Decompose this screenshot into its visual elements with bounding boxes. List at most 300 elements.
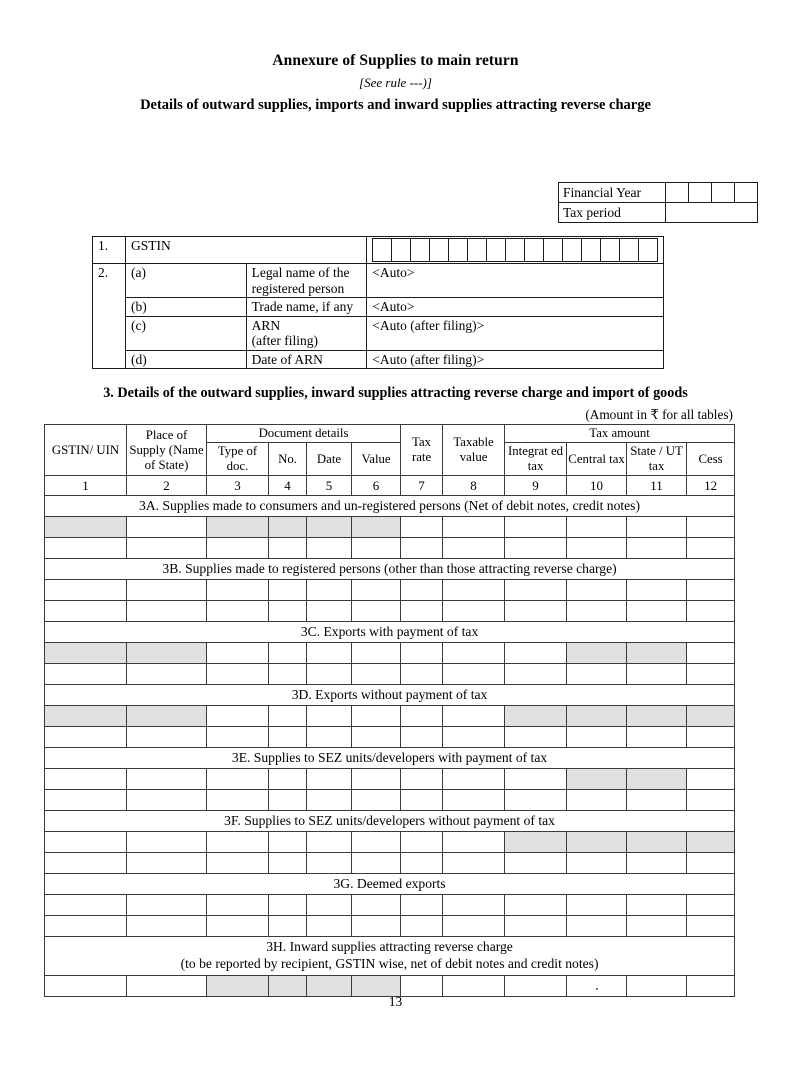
cell-3a-r2-c1[interactable] bbox=[45, 538, 127, 559]
cell-3f-r1-c6[interactable] bbox=[352, 832, 401, 853]
cell-3e-r1-c7[interactable] bbox=[401, 769, 443, 790]
col-header-doc-no: No. bbox=[269, 443, 307, 476]
gstin-box-12[interactable] bbox=[581, 239, 600, 262]
cell-3b-r1-c5[interactable] bbox=[307, 580, 352, 601]
financial-year-row bbox=[559, 183, 758, 203]
cell-3g-r2-c2[interactable] bbox=[127, 916, 207, 937]
cell-3c-r1-c5[interactable] bbox=[307, 643, 352, 664]
cell-3g-r1-c5[interactable] bbox=[307, 895, 352, 916]
cell-3d-r2-c1[interactable] bbox=[45, 727, 127, 748]
cell-3b-r2-c12[interactable] bbox=[687, 601, 735, 622]
cell-3e-r1-c5[interactable] bbox=[307, 769, 352, 790]
cell-3g-r1-c10[interactable] bbox=[567, 895, 627, 916]
identity-alpha-a: (a) bbox=[125, 264, 246, 298]
cell-3a-r1-c6 bbox=[352, 517, 401, 538]
identity-alpha-b: (b) bbox=[125, 298, 246, 317]
cell-3c-r2-c8[interactable] bbox=[443, 664, 505, 685]
table-row bbox=[45, 538, 735, 559]
identity-value-trade-name: <Auto> bbox=[367, 298, 664, 317]
cell-3d-r2-c7[interactable] bbox=[401, 727, 443, 748]
cell-3f-r1-c7[interactable] bbox=[401, 832, 443, 853]
col-header-gstin-uin: GSTIN/ UIN bbox=[45, 425, 127, 476]
cell-3g-r2-c3[interactable] bbox=[207, 916, 269, 937]
cell-3f-r1-c11 bbox=[627, 832, 687, 853]
identity-alpha-c: (c) bbox=[125, 316, 246, 350]
gstin-box-11[interactable] bbox=[562, 239, 581, 262]
cell-3g-r2-c1[interactable] bbox=[45, 916, 127, 937]
cell-3c-r2-c5[interactable] bbox=[307, 664, 352, 685]
column-number-5: 5 bbox=[307, 476, 352, 496]
cell-3g-r2-c4[interactable] bbox=[269, 916, 307, 937]
cell-3e-r2-c10[interactable] bbox=[567, 790, 627, 811]
gstin-boxes-host bbox=[367, 237, 664, 264]
cell-3b-r2-c1[interactable] bbox=[45, 601, 127, 622]
cell-3d-r1-c7[interactable] bbox=[401, 706, 443, 727]
cell-3b-r2-c10[interactable] bbox=[567, 601, 627, 622]
identity-row-date-of-arn bbox=[93, 350, 664, 369]
cell-3d-r1-c10 bbox=[567, 706, 627, 727]
cell-3c-r1-c10 bbox=[567, 643, 627, 664]
section-label-3h bbox=[45, 937, 735, 976]
cell-3d-r2-c9[interactable] bbox=[505, 727, 567, 748]
cell-3d-r2-c8[interactable] bbox=[443, 727, 505, 748]
cell-3c-r1-c6[interactable] bbox=[352, 643, 401, 664]
cell-3b-r1-c2[interactable] bbox=[127, 580, 207, 601]
cell-3c-r2-c6[interactable] bbox=[352, 664, 401, 685]
gstin-box-4[interactable] bbox=[430, 239, 449, 262]
cell-3b-r1-c6[interactable] bbox=[352, 580, 401, 601]
cell-3b-r1-c9[interactable] bbox=[505, 580, 567, 601]
cell-3a-r2-c6[interactable] bbox=[352, 538, 401, 559]
cell-3d-r2-c6[interactable] bbox=[352, 727, 401, 748]
identity-row-number-1: 1. bbox=[93, 237, 126, 264]
column-number-11: 11 bbox=[627, 476, 687, 496]
cell-3a-r1-c3 bbox=[207, 517, 269, 538]
section-label-3e bbox=[45, 748, 735, 769]
cell-3g-r1-c3[interactable] bbox=[207, 895, 269, 916]
cell-3a-r1-c12[interactable] bbox=[687, 517, 735, 538]
cell-3e-r2-c6[interactable] bbox=[352, 790, 401, 811]
cell-3b-r2-c9[interactable] bbox=[505, 601, 567, 622]
cell-3c-r2-c1[interactable] bbox=[45, 664, 127, 685]
cell-3f-r2-c7[interactable] bbox=[401, 853, 443, 874]
cell-3f-r2-c6[interactable] bbox=[352, 853, 401, 874]
cell-3f-r2-c12[interactable] bbox=[687, 853, 735, 874]
financial-year-cell-1[interactable] bbox=[666, 183, 689, 203]
cell-3d-r1-c9 bbox=[505, 706, 567, 727]
cell-3f-r1-c5[interactable] bbox=[307, 832, 352, 853]
cell-3c-r2-c11[interactable] bbox=[627, 664, 687, 685]
cell-3d-r1-c11 bbox=[627, 706, 687, 727]
cell-3d-r1-c2 bbox=[127, 706, 207, 727]
cell-3d-r1-c1 bbox=[45, 706, 127, 727]
cell-3a-r2-c10[interactable] bbox=[567, 538, 627, 559]
cell-3g-r1-c8[interactable] bbox=[443, 895, 505, 916]
period-table bbox=[558, 182, 758, 223]
cell-3f-r2-c10[interactable] bbox=[567, 853, 627, 874]
identity-label-gstin: GSTIN bbox=[125, 237, 366, 264]
section-label-line1: 3G. Deemed exports bbox=[333, 875, 446, 891]
cell-3e-r2-c1[interactable] bbox=[45, 790, 127, 811]
cell-3a-r2-c9[interactable] bbox=[505, 538, 567, 559]
cell-3b-r1-c12[interactable] bbox=[687, 580, 735, 601]
identity-value-date-of-arn: <Auto (after filing)> bbox=[367, 350, 664, 369]
cell-3b-r2-c6[interactable] bbox=[352, 601, 401, 622]
cell-3b-r1-c11[interactable] bbox=[627, 580, 687, 601]
col-header-place-of-supply: Place of Supply (Name of State) bbox=[127, 425, 207, 476]
cell-3c-r1-c3[interactable] bbox=[207, 643, 269, 664]
section-label-line1: 3C. Exports with payment of tax bbox=[300, 623, 479, 639]
section-label-row-3f bbox=[45, 811, 735, 832]
column-number-2: 2 bbox=[127, 476, 207, 496]
column-number-3: 3 bbox=[207, 476, 269, 496]
gstin-box-13[interactable] bbox=[600, 239, 619, 262]
table-row bbox=[45, 832, 735, 853]
cell-3g-r1-c6[interactable] bbox=[352, 895, 401, 916]
cell-3f-r2-c5[interactable] bbox=[307, 853, 352, 874]
cell-3a-r1-c11[interactable] bbox=[627, 517, 687, 538]
gstin-box-row bbox=[373, 239, 658, 262]
cell-3f-r2-c4[interactable] bbox=[269, 853, 307, 874]
header-row-top bbox=[45, 425, 735, 443]
cell-3g-r1-c9[interactable] bbox=[505, 895, 567, 916]
col-header-doc-value: Value bbox=[352, 443, 401, 476]
cell-3b-r2-c3[interactable] bbox=[207, 601, 269, 622]
gstin-box-15[interactable] bbox=[638, 239, 657, 262]
page-subtitle: Details of outward supplies, imports and inward supplies attracting reverse charge bbox=[140, 97, 651, 113]
cell-3g-r2-c6[interactable] bbox=[352, 916, 401, 937]
cell-3d-r2-c12[interactable] bbox=[687, 727, 735, 748]
cell-3e-r2-c8[interactable] bbox=[443, 790, 505, 811]
cell-3g-r1-c7[interactable] bbox=[401, 895, 443, 916]
identity-alpha-d: (d) bbox=[125, 350, 246, 369]
identity-block bbox=[92, 236, 664, 369]
cell-3b-r2-c2[interactable] bbox=[127, 601, 207, 622]
cell-3g-r2-c12[interactable] bbox=[687, 916, 735, 937]
table-row bbox=[45, 895, 735, 916]
cell-3c-r1-c4[interactable] bbox=[269, 643, 307, 664]
cell-3c-r1-c11 bbox=[627, 643, 687, 664]
cell-3e-r1-c11 bbox=[627, 769, 687, 790]
section-label-3b bbox=[45, 559, 735, 580]
section-label-line1: 3H. Inward supplies attracting reverse charge bbox=[266, 939, 513, 954]
identity-table bbox=[92, 236, 664, 369]
cell-3d-r1-c3[interactable] bbox=[207, 706, 269, 727]
cell-3d-r1-c12 bbox=[687, 706, 735, 727]
column-number-9: 9 bbox=[505, 476, 567, 496]
col-header-tax-rate: Tax rate bbox=[401, 425, 443, 476]
cell-3a-r1-c10[interactable] bbox=[567, 517, 627, 538]
cell-3a-r2-c11[interactable] bbox=[627, 538, 687, 559]
cell-3f-r1-c3[interactable] bbox=[207, 832, 269, 853]
financial-year-cell-4[interactable] bbox=[735, 183, 758, 203]
cell-3e-r2-c9[interactable] bbox=[505, 790, 567, 811]
cell-3a-r1-c7[interactable] bbox=[401, 517, 443, 538]
section-label-3c bbox=[45, 622, 735, 643]
cell-3e-r2-c4[interactable] bbox=[269, 790, 307, 811]
column-number-8: 8 bbox=[443, 476, 505, 496]
table-row bbox=[45, 790, 735, 811]
cell-3g-r1-c11[interactable] bbox=[627, 895, 687, 916]
cell-3d-r2-c10[interactable] bbox=[567, 727, 627, 748]
cell-3c-r1-c1 bbox=[45, 643, 127, 664]
section-label-row-3e bbox=[45, 748, 735, 769]
rule-reference: [See rule ---)] bbox=[359, 75, 432, 90]
supplies-table-body bbox=[45, 476, 735, 997]
section-label-3g bbox=[45, 874, 735, 895]
cell-3e-r2-c2[interactable] bbox=[127, 790, 207, 811]
column-number-row bbox=[45, 476, 735, 496]
gstin-box-1[interactable] bbox=[373, 239, 392, 262]
gstin-box-3[interactable] bbox=[411, 239, 430, 262]
section-label-row-3b bbox=[45, 559, 735, 580]
cell-3a-r2-c8[interactable] bbox=[443, 538, 505, 559]
col-header-type-of-doc: Type of doc. bbox=[207, 443, 269, 476]
identity-value-legal-name: <Auto> bbox=[367, 264, 664, 298]
cell-3g-r1-c1[interactable] bbox=[45, 895, 127, 916]
cell-3a-r1-c5 bbox=[307, 517, 352, 538]
cell-3e-r2-c12[interactable] bbox=[687, 790, 735, 811]
cell-3b-r1-c1[interactable] bbox=[45, 580, 127, 601]
section-label-row-3a bbox=[45, 496, 735, 517]
identity-row-number-2: 2. bbox=[93, 264, 126, 369]
col-header-integrated-tax: Integrat ed tax bbox=[505, 443, 567, 476]
cell-3g-r1-c12[interactable] bbox=[687, 895, 735, 916]
cell-3d-r1-c6[interactable] bbox=[352, 706, 401, 727]
gstin-box-6[interactable] bbox=[468, 239, 487, 262]
section-label-3d bbox=[45, 685, 735, 706]
section3-heading: 3. Details of the outward supplies, inward supplies attracting reverse charge and import of goods bbox=[103, 385, 688, 401]
column-number-4: 4 bbox=[269, 476, 307, 496]
gstin-box-7[interactable] bbox=[487, 239, 506, 262]
cell-3e-r1-c6[interactable] bbox=[352, 769, 401, 790]
cell-3b-r1-c10[interactable] bbox=[567, 580, 627, 601]
cell-3d-r1-c8[interactable] bbox=[443, 706, 505, 727]
cell-3b-r1-c8[interactable] bbox=[443, 580, 505, 601]
section-label-line1: 3F. Supplies to SEZ units/developers without payment of tax bbox=[224, 812, 555, 828]
cell-3g-r2-c10[interactable] bbox=[567, 916, 627, 937]
cell-3a-r1-c4 bbox=[269, 517, 307, 538]
cell-3g-r2-c11[interactable] bbox=[627, 916, 687, 937]
table-row bbox=[45, 664, 735, 685]
table-row bbox=[45, 853, 735, 874]
financial-year-cell-2[interactable] bbox=[689, 183, 712, 203]
cell-3e-r1-c3[interactable] bbox=[207, 769, 269, 790]
cell-3g-r2-c9[interactable] bbox=[505, 916, 567, 937]
col-header-document-details: Document details bbox=[207, 425, 401, 443]
page-number: 13 bbox=[388, 994, 403, 1009]
identity-label-arn-line1: ARN bbox=[251, 317, 281, 333]
cell-3e-r1-c8[interactable] bbox=[443, 769, 505, 790]
supplies-table bbox=[44, 424, 735, 997]
cell-3e-r1-c12[interactable] bbox=[687, 769, 735, 790]
cell-3f-r1-c2[interactable] bbox=[127, 832, 207, 853]
cell-3f-r1-c9 bbox=[505, 832, 567, 853]
document-page bbox=[0, 52, 791, 1076]
cell-3b-r2-c7[interactable] bbox=[401, 601, 443, 622]
table-row bbox=[45, 706, 735, 727]
page-title: Annexure of Supplies to main return bbox=[272, 52, 519, 69]
cell-3f-r1-c8[interactable] bbox=[443, 832, 505, 853]
identity-label-arn bbox=[246, 316, 367, 350]
gstin-box-10[interactable] bbox=[544, 239, 563, 262]
cell-3f-r1-c12 bbox=[687, 832, 735, 853]
cell-3c-r1-c12[interactable] bbox=[687, 643, 735, 664]
column-number-7: 7 bbox=[401, 476, 443, 496]
cell-3c-r2-c9[interactable] bbox=[505, 664, 567, 685]
identity-label-trade-name: Trade name, if any bbox=[246, 298, 367, 317]
cell-3e-r2-c7[interactable] bbox=[401, 790, 443, 811]
cell-3b-r1-c4[interactable] bbox=[269, 580, 307, 601]
identity-row-legal-name bbox=[93, 264, 664, 298]
column-number-10: 10 bbox=[567, 476, 627, 496]
cell-3c-r1-c7[interactable] bbox=[401, 643, 443, 664]
cell-3a-r1-c8[interactable] bbox=[443, 517, 505, 538]
cell-3e-r1-c2[interactable] bbox=[127, 769, 207, 790]
column-number-1: 1 bbox=[45, 476, 127, 496]
cell-3g-r2-c8[interactable] bbox=[443, 916, 505, 937]
table-row bbox=[45, 517, 735, 538]
gstin-box-5[interactable] bbox=[449, 239, 468, 262]
financial-year-cell-3[interactable] bbox=[712, 183, 735, 203]
col-header-taxable-value: Taxable value bbox=[443, 425, 505, 476]
col-header-cess: Cess bbox=[687, 443, 735, 476]
cell-3c-r2-c3[interactable] bbox=[207, 664, 269, 685]
cell-3b-r2-c11[interactable] bbox=[627, 601, 687, 622]
cell-3e-r1-c10 bbox=[567, 769, 627, 790]
gstin-box-2[interactable] bbox=[392, 239, 411, 262]
cell-3c-r2-c10[interactable] bbox=[567, 664, 627, 685]
cell-3b-r1-c3[interactable] bbox=[207, 580, 269, 601]
period-box bbox=[558, 182, 758, 223]
identity-row-trade-name bbox=[93, 298, 664, 317]
cell-3a-r2-c7[interactable] bbox=[401, 538, 443, 559]
cell-3d-r2-c5[interactable] bbox=[307, 727, 352, 748]
identity-label-date-of-arn: Date of ARN bbox=[246, 350, 367, 369]
tax-period-value[interactable] bbox=[666, 203, 758, 223]
cell-3g-r2-c7[interactable] bbox=[401, 916, 443, 937]
col-header-central-tax: Central tax bbox=[567, 443, 627, 476]
table-row bbox=[45, 580, 735, 601]
cell-3f-r2-c3[interactable] bbox=[207, 853, 269, 874]
cell-3d-r1-c5[interactable] bbox=[307, 706, 352, 727]
column-number-12: 12 bbox=[687, 476, 735, 496]
col-header-tax-amount: Tax amount bbox=[505, 425, 735, 443]
cell-3c-r2-c12[interactable] bbox=[687, 664, 735, 685]
tax-period-row bbox=[559, 203, 758, 223]
gstin-box-14[interactable] bbox=[619, 239, 638, 262]
cell-3f-r2-c2[interactable] bbox=[127, 853, 207, 874]
section-label-line1: 3B. Supplies made to registered persons (other than those attracting reverse charge) bbox=[162, 560, 617, 576]
cell-3g-r1-c4[interactable] bbox=[269, 895, 307, 916]
section-label-row-3d bbox=[45, 685, 735, 706]
cell-3d-r2-c4[interactable] bbox=[269, 727, 307, 748]
dot-mark-icon bbox=[596, 988, 598, 990]
cell-3d-r2-c3[interactable] bbox=[207, 727, 269, 748]
cell-3f-r2-c8[interactable] bbox=[443, 853, 505, 874]
section-label-line1: 3E. Supplies to SEZ units/developers with payment of tax bbox=[231, 749, 548, 765]
cell-3f-r1-c10 bbox=[567, 832, 627, 853]
cell-3c-r2-c7[interactable] bbox=[401, 664, 443, 685]
section-label-line1: 3D. Exports without payment of tax bbox=[291, 686, 488, 702]
identity-row-gstin bbox=[93, 237, 664, 264]
col-header-doc-date: Date bbox=[307, 443, 352, 476]
table-row bbox=[45, 601, 735, 622]
gstin-box-9[interactable] bbox=[525, 239, 544, 262]
gstin-box-grid bbox=[372, 238, 658, 262]
cell-3a-r2-c3[interactable] bbox=[207, 538, 269, 559]
section-label-line1: 3A. Supplies made to consumers and un-registered persons (Net of debit notes, credit notes) bbox=[139, 497, 641, 513]
cell-3g-r1-c2[interactable] bbox=[127, 895, 207, 916]
cell-3a-r2-c2[interactable] bbox=[127, 538, 207, 559]
section-label-3f bbox=[45, 811, 735, 832]
cell-3a-r1-c2[interactable] bbox=[127, 517, 207, 538]
cell-3e-r1-c1[interactable] bbox=[45, 769, 127, 790]
table-row bbox=[45, 643, 735, 664]
cell-3f-r1-c1[interactable] bbox=[45, 832, 127, 853]
cell-3e-r2-c3[interactable] bbox=[207, 790, 269, 811]
cell-3b-r2-c4[interactable] bbox=[269, 601, 307, 622]
identity-label-arn-line2: (after filing) bbox=[251, 333, 318, 348]
section-label-row-3c bbox=[45, 622, 735, 643]
cell-3c-r1-c2 bbox=[127, 643, 207, 664]
cell-3c-r2-c2[interactable] bbox=[127, 664, 207, 685]
cell-3a-r2-c5[interactable] bbox=[307, 538, 352, 559]
cell-3b-r2-c5[interactable] bbox=[307, 601, 352, 622]
title-block bbox=[0, 52, 791, 114]
table-row bbox=[45, 769, 735, 790]
cell-3f-r2-c1[interactable] bbox=[45, 853, 127, 874]
cell-3e-r1-c9[interactable] bbox=[505, 769, 567, 790]
tax-period-label: Tax period bbox=[559, 203, 666, 223]
gstin-box-8[interactable] bbox=[506, 239, 525, 262]
cell-3e-r2-c5[interactable] bbox=[307, 790, 352, 811]
cell-3g-r2-c5[interactable] bbox=[307, 916, 352, 937]
supplies-grid bbox=[44, 424, 734, 997]
cell-3e-r2-c11[interactable] bbox=[627, 790, 687, 811]
financial-year-label: Financial Year bbox=[559, 183, 666, 203]
cell-3f-r1-c4[interactable] bbox=[269, 832, 307, 853]
identity-row-arn bbox=[93, 316, 664, 350]
cell-3a-r1-c9[interactable] bbox=[505, 517, 567, 538]
supplies-table-head bbox=[45, 425, 735, 476]
identity-value-arn: <Auto (after filing)> bbox=[367, 316, 664, 350]
cell-3d-r1-c4[interactable] bbox=[269, 706, 307, 727]
cell-3b-r1-c7[interactable] bbox=[401, 580, 443, 601]
column-number-6: 6 bbox=[352, 476, 401, 496]
section-label-row-3h bbox=[45, 937, 735, 976]
cell-3e-r1-c4[interactable] bbox=[269, 769, 307, 790]
cell-3a-r2-c4[interactable] bbox=[269, 538, 307, 559]
cell-3c-r1-c9[interactable] bbox=[505, 643, 567, 664]
cell-3b-r2-c8[interactable] bbox=[443, 601, 505, 622]
cell-3c-r1-c8[interactable] bbox=[443, 643, 505, 664]
section-label-line2: (to be reported by recipient, GSTIN wise, net of debit notes and credit notes) bbox=[180, 955, 599, 971]
cell-3d-r2-c11[interactable] bbox=[627, 727, 687, 748]
section-label-row-3g bbox=[45, 874, 735, 895]
col-header-state-ut-tax: State / UT tax bbox=[627, 443, 687, 476]
table-row bbox=[45, 727, 735, 748]
cell-3a-r2-c12[interactable] bbox=[687, 538, 735, 559]
section-label-3a bbox=[45, 496, 735, 517]
cell-3f-r2-c9[interactable] bbox=[505, 853, 567, 874]
table-row bbox=[45, 916, 735, 937]
cell-3c-r2-c4[interactable] bbox=[269, 664, 307, 685]
cell-3a-r1-c1 bbox=[45, 517, 127, 538]
cell-3d-r2-c2[interactable] bbox=[127, 727, 207, 748]
cell-3f-r2-c11[interactable] bbox=[627, 853, 687, 874]
identity-label-legal-name: Legal name of the registered person bbox=[246, 264, 367, 298]
